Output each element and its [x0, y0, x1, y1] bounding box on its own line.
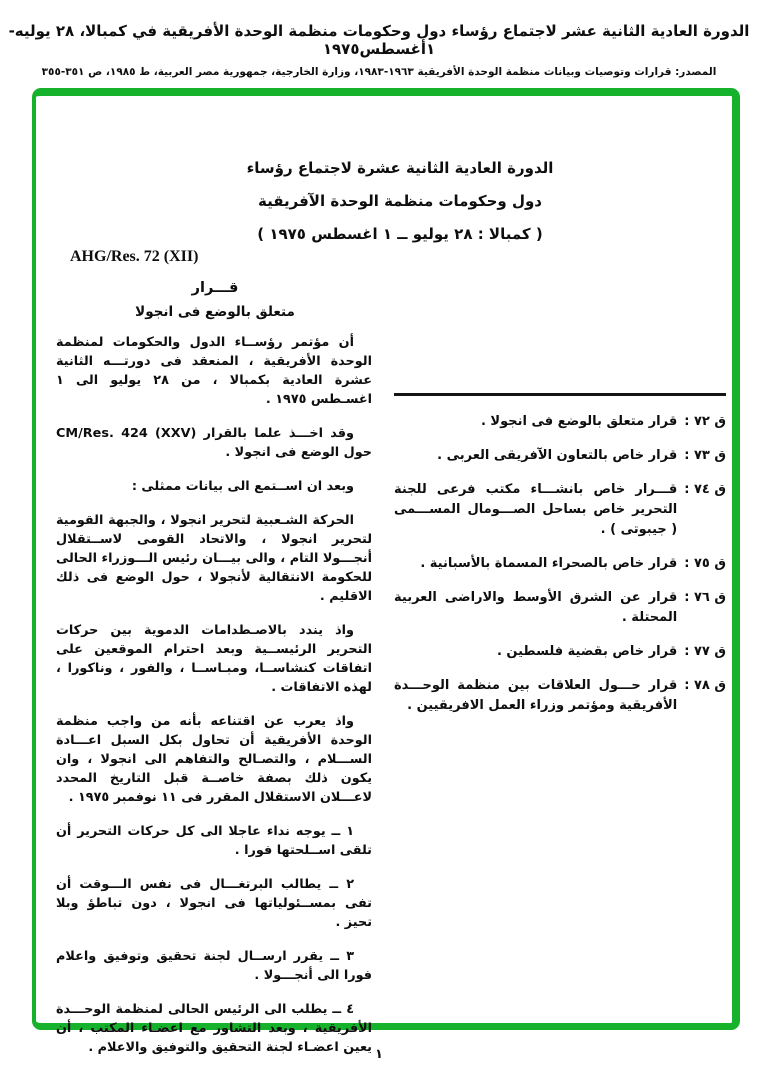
document-title-line2: دول وحكومات منظمة الوحدة الآفريقية [258, 192, 542, 210]
index-entry-text: قرار عن الشرق الأوسط والاراضى العربية المحتلة . [394, 590, 678, 625]
body-paragraph: الحركة الشـعبية لتحرير انجولا ، والجبهة القومية لتحرير انجولا ، والاتحاد القومى لاســتقلال أنجـــولا التام ، والى بيـــان رئيس الـــوزراء الحالى للحكومة الانتقالية لأنجولا ، حول الوضع فى ذلك الاقليم . [56, 513, 372, 604]
body-paragraph: وبعد ان اســتمع الى بيانات ممثلى : [131, 479, 354, 494]
header-source-line: المصدر: قرارات وتوصيات وبيانات منظمة الوحدة الأفريقية ١٩٦٣-١٩٨٣، وزارة الخارجية، جمهورية مصر العربية، ط ١٩٨٥، ص ٣٥١-٣٥٥ [41, 66, 717, 78]
index-entry [394, 642, 726, 662]
document-title-line1: الدورة العادية الثانية عشرة لاجتماع رؤساء [246, 159, 554, 177]
index-entry-number: ق ٧٨ : [684, 678, 726, 693]
index-entry-number: ق ٧٦ : [684, 590, 726, 605]
resolution-reference: AHG/Res. 72 (XII) [70, 248, 199, 265]
index-entry-text: قرار خاص بقضية فلسطين . [496, 644, 678, 659]
resolution-item: ١ ــ يوجه نداء عاجلا الى كل حركات التحرير أن تلقى اســلحتها فورا . [56, 824, 372, 858]
index-entry-text: قـــرار خاص بانشـــاء مكتب فرعى للجنة التحرير خاص بساحل الصـــومال المســـمى ( جيبوتى ) . [394, 482, 678, 537]
resolution-heading: قـــرار [191, 280, 239, 296]
index-entry-text: قرار حـــول العلاقات بين منظمة الوحـــدة الأفريقية ومؤتمر وزراء العمل الافريقيين . [394, 678, 678, 713]
index-divider [394, 393, 726, 396]
body-paragraph: وقد اخـــذ علما بالقرار CM/Res. 424 (XXV) حول الوضع فى انجولا . [56, 426, 372, 460]
page-header [0, 22, 758, 78]
index-entry-number: ق ٧٧ : [684, 644, 726, 659]
index-entry-text: قرار متعلق بالوضع فى انجولا . [480, 414, 678, 429]
resolution-item: ٣ ــ يقرر ارســال لجنة تحقيق وتوفيق واعلام فورا الى أنجـــولا . [56, 949, 372, 983]
body-paragraph: واذ يندد بالاصـطدامات الدموية بين حركات التحرير الرئيســية وبعد احترام الموقعين على اتفاقات كنشاســا، ومبـاســا ، والفور ، وناكورا ، لهذه الاتفاقات . [56, 623, 372, 695]
index-entry-number: ق ٧٣ : [684, 448, 726, 463]
index-entry [394, 588, 726, 628]
index-entry-text: قرار خاص بالصحراء المسماة بالأسبانية . [420, 556, 678, 571]
body-paragraph: واذ يعرب عن اقتناعه بأنه من واجب منظمة الوحدة الأفريقية أن تحاول بكل السبل اعـــادة الســـلام ، والتصـالح والتفاهم الى انجولا ، وان يكون ذلك بصفة خاصــة قبل التاريخ المحدد لاعـــلان الاستقلال المقرر فى ١١ نوفمبر ١٩٧٥ . [56, 714, 372, 805]
resolution-item: ٤ ــ يطلب الى الرئيس الحالى لمنظمة الوحـــدة الأفريقية ، وبعد التشاور مع اعضـاء المكتب ، أن يعين اعضـاء لجنة التحقيق والتوفيق والاعلام . [56, 1002, 372, 1055]
document-title [210, 152, 590, 251]
index-entry [394, 480, 726, 540]
index-entry-number: ق ٧٤ : [684, 482, 726, 497]
index-entry [394, 412, 726, 432]
page-number: ١ [375, 1047, 383, 1062]
document-title-line3: ( كمبالا : ٢٨ يوليو ــ ١ اغسطس ١٩٧٥ ) [257, 225, 543, 243]
resolution-body-column [56, 333, 372, 1072]
index-entry [394, 676, 726, 716]
body-paragraph: أن مؤتمر رؤســاء الدول والحكومات لمنظمة الوحدة الأفريقية ، المنعقد فى دورتـــه الثانية عشرة العادية بكمبالا ، من ٢٨ يوليو الى ١ اغسـطس ١٩٧٥ . [56, 335, 372, 407]
resolutions-index-column [394, 393, 726, 730]
index-entry [394, 554, 726, 574]
header-session-line: الدورة العادية الثانية عشر لاجتماع رؤساء دول وحكومات منظمة الوحدة الأفريقية في كمبالا، ٢٨ يوليه- ١أغسطس١٩٧٥ [8, 22, 750, 58]
resolution-subheading: متعلق بالوضع فى انجولا [135, 304, 295, 320]
index-entry-number: ق ٧٥ : [684, 556, 726, 571]
index-entry-number: ق ٧٢ : [684, 414, 726, 429]
resolution-item: ٢ ــ يطالب البرتغـــال فى نفس الـــوقت أن تفى بمســئولياتها فى انجولا ، دون تباطؤ وبلا تحيز . [56, 877, 372, 930]
index-entry [394, 446, 726, 466]
index-entry-text: قرار خاص بالتعاون الآفريقى العربى . [437, 448, 678, 463]
